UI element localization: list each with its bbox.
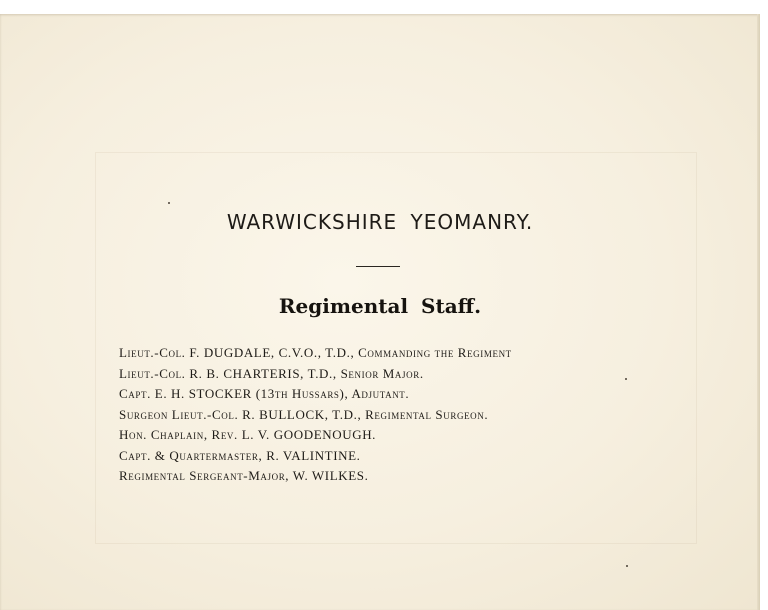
staff-entry: Surgeon Lieut.-Col. R. BULLOCK, T.D., Regimental Surgeon. [119,406,489,422]
paper-sheet [0,14,760,610]
staff-entry: Capt. & Quartermaster, R. VALINTINE. [119,447,361,463]
staff-list [119,343,512,487]
paper-speck [626,565,628,567]
document-title: WARWICKSHIRE YEOMANRY. [226,210,534,234]
staff-entry: Regimental Sergeant-Major, W. WILKES. [119,468,369,483]
title-divider [356,266,400,267]
paper-speck [625,378,627,380]
section-heading: Regimental Staff. [278,294,482,318]
staff-entry: Lieut.-Col. R. B. CHARTERIS, T.D., Senior Major. [119,365,424,381]
staff-entry: Hon. Chaplain, Rev. L. V. GOODENOUGH. [119,427,377,442]
staff-entry: Capt. E. H. STOCKER (13th Hussars), Adjutant. [119,386,410,401]
staff-entry: Lieut.-Col. F. DUGDALE, C.V.O., T.D., Commanding the Regiment [119,345,512,360]
paper-speck [168,202,170,204]
